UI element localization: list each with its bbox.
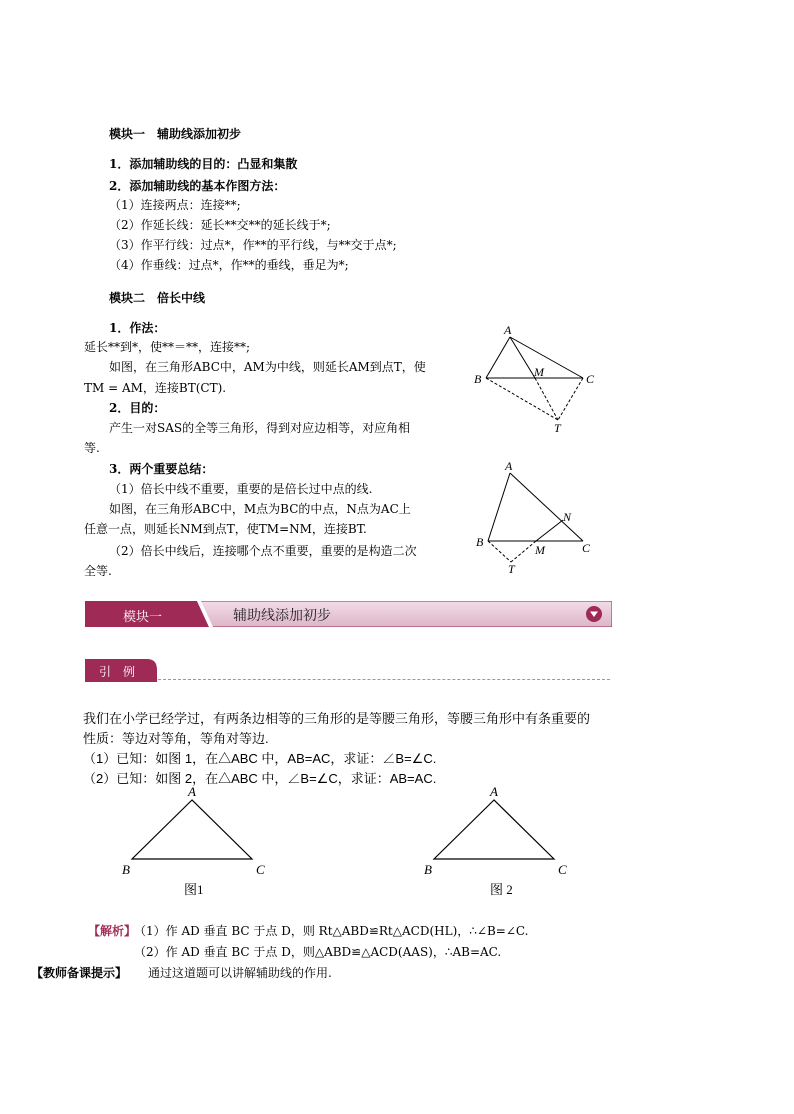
m2-purpose-line: 产生一对SAS的全等三角形，得到对应边相等，对应角相	[109, 421, 411, 435]
vertex-label: B	[474, 372, 482, 386]
problem-intro: 我们在小学已经学过，有两条边相等的三角形的是等腰三角形，等腰三角形中有条重要的	[83, 711, 591, 726]
m2-method-line: 延长**到*，使**＝**，连接**;	[84, 340, 251, 354]
vertex-label: T	[508, 562, 515, 576]
chevron-down-circle-icon[interactable]	[585, 605, 603, 623]
vertex-label: C	[586, 372, 595, 386]
section-tag-label: 引 例	[99, 665, 136, 679]
summary-item-purpose: 1．添加辅助线的目的：凸显和集散	[109, 157, 298, 171]
vertex-label: T	[554, 421, 561, 435]
module1-summary-heading: 模块一 辅助线添加初步	[109, 127, 242, 141]
vertex-label: C	[256, 862, 265, 877]
solution-line: （2）作 AD 垂直 BC 于点 D，则△ABD≌△ACD(AAS)，∴AB=AC.	[134, 945, 502, 959]
solution-line: （1）作 AD 垂直 BC 于点 D，则 Rt△ABD≌Rt△ACD(HL)，∴∠B=∠C.	[134, 924, 529, 938]
section-tag	[85, 659, 157, 682]
vertex-label: A	[188, 784, 196, 799]
section-divider	[158, 679, 610, 680]
m2-purpose-title: 2．目的：	[109, 401, 166, 415]
method-line: （1）连接两点：连接**;	[109, 198, 241, 212]
m2-conclusion-line: （2）倍长中线后，连接哪个点不重要，重要的是构造二次	[109, 544, 417, 558]
vertex-label: A	[505, 459, 513, 473]
m2-method-title: 1．作法：	[109, 321, 166, 335]
m2-purpose-line: 等.	[84, 441, 100, 455]
m2-conclusion-line: 任意一点，则延长NM到点T，使TM=NM，连接BT.	[84, 522, 367, 536]
problem-intro: 性质：等边对等角，等角对等边.	[83, 731, 269, 746]
module2-summary-heading: 模块二 倍长中线	[109, 291, 206, 305]
vertex-label: A	[504, 323, 512, 337]
figure-1	[112, 784, 282, 904]
m2-conclusions-title: 3．两个重要总结：	[109, 462, 214, 476]
method-line: （4）作垂线：过点*，作**的垂线，垂足为*;	[109, 258, 349, 272]
teacher-tip-tag: 【教师备课提示】	[31, 966, 128, 980]
median-doubling-figure	[470, 322, 600, 437]
figure-2	[414, 784, 584, 904]
m2-conclusion-line: 如图，在三角形ABC中，M点为BC的中点，N点为AC上	[109, 502, 411, 516]
vertex-label: B	[476, 535, 484, 549]
vertex-label: N	[563, 510, 572, 524]
vertex-label: C	[582, 541, 591, 555]
vertex-label: M	[534, 365, 544, 379]
problem-part2: （2）已知：如图 2，在△ABC 中，∠B=∠C，求证：AB=AC.	[83, 771, 437, 786]
vertex-label: C	[558, 862, 567, 877]
midpoint-line-figure	[472, 458, 602, 576]
m2-method-line: TM = AM，连接BT(CT).	[84, 381, 227, 395]
banner-background	[85, 601, 612, 627]
banner-title: 辅助线添加初步	[233, 607, 331, 623]
vertex-label: B	[424, 862, 432, 877]
method-line: （3）作平行线：过点*，作**的平行线，与**交于点*;	[109, 238, 397, 252]
method-line: （2）作延长线：延长**交**的延长线于*;	[109, 218, 331, 232]
m2-conclusion-line: （1）倍长中线不重要，重要的是倍长过中点的线.	[109, 482, 373, 496]
m2-conclusion-line: 全等.	[84, 564, 112, 578]
figure-caption: 图1	[184, 882, 204, 897]
m2-method-line: 如图，在三角形ABC中，AM为中线，则延长AM到点T，使	[109, 360, 426, 374]
vertex-label: B	[122, 862, 130, 877]
figure-caption: 图 2	[490, 882, 513, 897]
solution-tag: 【解析】	[88, 924, 137, 938]
vertex-label: A	[490, 784, 498, 799]
banner-tab: 模块一	[123, 609, 163, 624]
summary-item-methods: 2．添加辅助线的基本作图方法：	[109, 179, 286, 193]
problem-part1: （1）已知：如图 1，在△ABC 中，AB=AC，求证：∠B=∠C.	[83, 751, 437, 766]
teacher-tip-text: 通过这道题可以讲解辅助线的作用.	[148, 966, 332, 980]
module-banner[interactable]	[85, 601, 612, 627]
vertex-label: M	[535, 543, 545, 557]
